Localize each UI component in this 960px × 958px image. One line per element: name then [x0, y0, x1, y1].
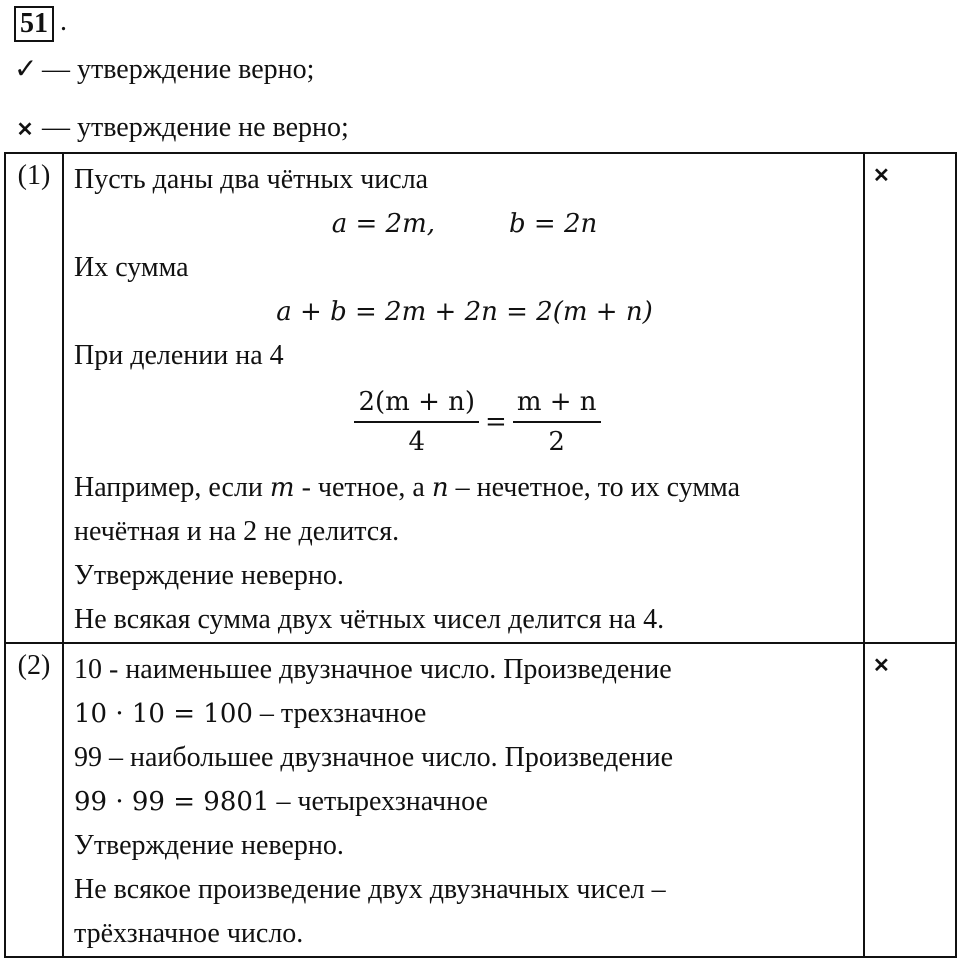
denominator: 4 — [408, 427, 426, 457]
task-number: 51 — [14, 6, 54, 42]
text: - четное, а — [294, 472, 432, 503]
fraction-equation — [100, 378, 855, 466]
text-line: Утверждение неверно. — [74, 560, 344, 591]
denominator: 2 — [548, 427, 565, 457]
numerator: 2(m + n) — [354, 383, 479, 423]
row-index: (2) — [5, 643, 63, 957]
statements-table — [4, 152, 957, 958]
row-result — [864, 153, 956, 643]
row-index: (1) — [5, 153, 63, 643]
cross-icon: ✕ — [873, 165, 890, 187]
text-line: трёхзначное число. — [74, 918, 304, 949]
legend-false — [14, 112, 349, 144]
text-line: Их сумма — [74, 252, 189, 283]
legend-true — [14, 54, 314, 86]
text-line — [74, 692, 855, 736]
text-line — [74, 780, 855, 824]
table-row — [5, 153, 956, 643]
fraction — [513, 383, 601, 461]
equation-line — [74, 202, 855, 246]
numerator: m + n — [513, 383, 601, 423]
text-line: Не всякая сумма двух чётных чисел делится на 4. — [74, 604, 665, 635]
equation: b = 2n — [509, 209, 598, 239]
cross-icon: ✕ — [16, 119, 34, 141]
task-number-dot: . — [60, 6, 67, 37]
text-line: При делении на 4 — [74, 340, 284, 371]
row-body — [63, 153, 864, 643]
row-body — [63, 643, 864, 957]
text-line — [74, 466, 855, 510]
equation: 10 · 10 = 100 — [74, 699, 253, 729]
text-line: 10 - наименьшее двузначное число. Произведение — [74, 654, 672, 685]
legend-true-text: — утверждение верно; — [42, 54, 315, 85]
text: – трехзначное — [252, 698, 427, 729]
equation-line: a + b = 2m + 2n = 2(m + n) — [276, 297, 653, 327]
equation: 99 · 99 = 9801 — [74, 787, 270, 817]
text-line: 99 – наибольшее двузначное число. Произведение — [74, 742, 674, 773]
table-row — [5, 643, 956, 957]
equals-sign: = — [485, 407, 507, 437]
equation: a = 2m, — [331, 209, 436, 239]
text-line: Утверждение неверно. — [74, 830, 344, 861]
check-icon: ✓ — [14, 54, 38, 85]
text: – четырехзначное — [269, 786, 488, 817]
text: – нечетное, то их сумма — [448, 472, 741, 503]
row-result — [864, 643, 956, 957]
text-line: Не всякое произведение двух двузначных чисел – — [74, 874, 666, 905]
text-line: Пусть даны два чётных числа — [74, 164, 429, 195]
variable: n — [431, 473, 449, 503]
text-line: нечётная и на 2 не делится. — [74, 516, 400, 547]
variable: m — [269, 473, 295, 503]
text: Например, если — [74, 472, 270, 503]
legend-false-text: — утверждение не верно; — [42, 112, 349, 143]
fraction — [354, 383, 479, 461]
cross-icon: ✕ — [873, 655, 890, 677]
